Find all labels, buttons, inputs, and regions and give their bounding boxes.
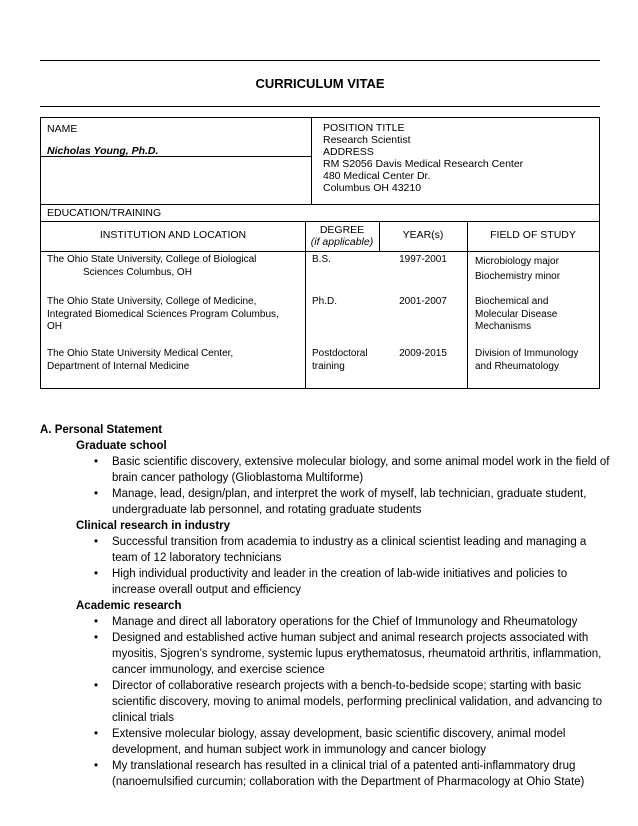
cell-text: Biochemistry minor [475, 271, 561, 282]
education-label: EDUCATION/TRAINING [47, 207, 162, 219]
degree-header-note: (if applicable) [310, 236, 374, 248]
list-item-text: Director of collaborative research projects with a bench-to-bedside scope; starting with basic scientific discovery, moving to animal models, performing preclinical validation, and advancing to clinical trials [112, 680, 603, 724]
list-item [94, 630, 610, 678]
list-item-text: Designed and established active human subject and animal research projects associated with myositis, Sjogren’s syndrome, systemic lupus erythematosus, rheumatoid arthritis, inflammation, cancer immunology, and exercise science [112, 632, 602, 676]
cell-text: Microbiology major [475, 256, 559, 267]
address-line: 480 Medical Center Dr. [323, 170, 431, 182]
list-item [94, 678, 610, 726]
address-line: RM S2056 Davis Medical Research Center [323, 158, 524, 170]
list-item [94, 454, 610, 486]
list-item [94, 566, 610, 598]
list-item [94, 726, 610, 758]
group-title: Academic research [76, 600, 182, 612]
education-table [40, 203, 600, 389]
list-item-text: Basic scientific discovery, extensive molecular biology, and some animal model work in the field of brain cancer pathology (Glioblastoma Multiforme) [112, 456, 610, 484]
list-item [94, 758, 610, 790]
bullet-list [40, 614, 610, 790]
table-row-field [475, 296, 557, 334]
bullet-list [40, 534, 610, 598]
list-item-text: Manage, lead, design/plan, and interpret the work of myself, lab technician, graduate student, undergraduate lab personnel, and rotating graduate students [112, 488, 587, 516]
list-item [94, 486, 610, 518]
column-header-rule [41, 251, 599, 252]
bullet-icon: • [94, 728, 99, 740]
position-block [323, 122, 523, 194]
cell-text: OH [47, 321, 62, 332]
list-item-text: My translational research has resulted in a clinical trial of a patented anti-inflammatory drug (nanoemulsified curcumin; collaboration with the Department of Pharmacology at Ohio State) [112, 760, 585, 788]
bullet-list [40, 454, 610, 518]
list-item-text: Manage and direct all laboratory operations for the Chief of Immunology and Rheumatology [112, 616, 578, 628]
bullet-icon: • [94, 456, 99, 468]
degree-header-text: DEGREE [319, 224, 365, 236]
bullet-icon: • [94, 616, 99, 628]
personal-statement-section [40, 422, 610, 790]
col-header-field: FIELD OF STUDY [490, 229, 576, 241]
list-item-text: Successful transition from academia to industry as a clinical scientist leading and managing a team of 12 laboratory technicians [112, 536, 587, 564]
table-row-field [475, 348, 578, 373]
cell-text: Mechanisms [475, 321, 532, 332]
header-divider [311, 118, 312, 204]
cell-text: and Rheumatology [475, 360, 559, 372]
table-row-years: 1997-2001 [399, 254, 447, 265]
cell-text: Biochemical and [475, 296, 549, 307]
name-value: Nicholas Young, Ph.D. [47, 145, 159, 157]
address-line: Columbus OH 43210 [323, 182, 422, 194]
group-title: Clinical research in industry [76, 520, 231, 532]
bullet-icon: • [94, 680, 99, 692]
position-label: POSITION TITLE [323, 122, 405, 134]
table-row-institution [47, 296, 302, 334]
col-header-institution: INSTITUTION AND LOCATION [99, 229, 247, 241]
table-row-degree: B.S. [312, 254, 331, 265]
bullet-icon: • [94, 632, 99, 644]
cell-text: training [312, 360, 345, 372]
bullet-icon: • [94, 760, 99, 772]
cell-text: Postdoctoral [312, 348, 368, 359]
page-title: CURRICULUM VITAE [255, 76, 385, 91]
cell-text: Integrated Biomedical Sciences Program Columbus, [47, 308, 279, 320]
title-rule [40, 106, 600, 107]
cell-text: The Ohio State University Medical Center, [47, 348, 234, 359]
col-divider [467, 221, 468, 388]
col-header-years: YEAR(s) [402, 229, 444, 241]
list-item-text: High individual productivity and leader in the creation of lab-wide initiatives and policies to increase overall output and efficiency [112, 568, 568, 596]
header-table [40, 117, 600, 205]
table-row-institution [47, 348, 302, 373]
bullet-icon: • [94, 488, 99, 500]
position-value: Research Scientist [323, 134, 411, 146]
bullet-icon: • [94, 536, 99, 548]
name-label: NAME [47, 123, 78, 135]
address-label: ADDRESS [323, 146, 374, 158]
cell-text: Division of Immunology [475, 348, 579, 359]
cell-text: The Ohio State University, College of Medicine, [47, 296, 257, 307]
group-title: Graduate school [76, 440, 167, 452]
cell-text: The Ohio State University, College of Biological [47, 254, 257, 265]
cell-text: Sciences Columbus, OH [83, 266, 192, 278]
list-item-text: Extensive molecular biology, assay development, basic scientific discovery, animal model development, and human subject work in immunology and cancer biology [112, 728, 566, 756]
table-row-degree: Ph.D. [312, 296, 338, 307]
bullet-icon: • [94, 568, 99, 580]
section-heading: A. Personal Statement [40, 424, 163, 436]
list-item [94, 614, 610, 630]
top-rule [40, 60, 600, 61]
table-row-field [475, 254, 560, 284]
cell-text: Department of Internal Medicine [47, 360, 190, 372]
education-label-rule [41, 221, 599, 222]
table-row-years: 2001-2007 [399, 296, 447, 307]
table-row-institution [47, 254, 302, 279]
table-row-years: 2009-2015 [399, 348, 447, 359]
col-header-degree [305, 224, 379, 248]
cell-text: Molecular Disease [475, 308, 558, 320]
list-item [94, 534, 610, 566]
table-row-degree [312, 348, 368, 373]
